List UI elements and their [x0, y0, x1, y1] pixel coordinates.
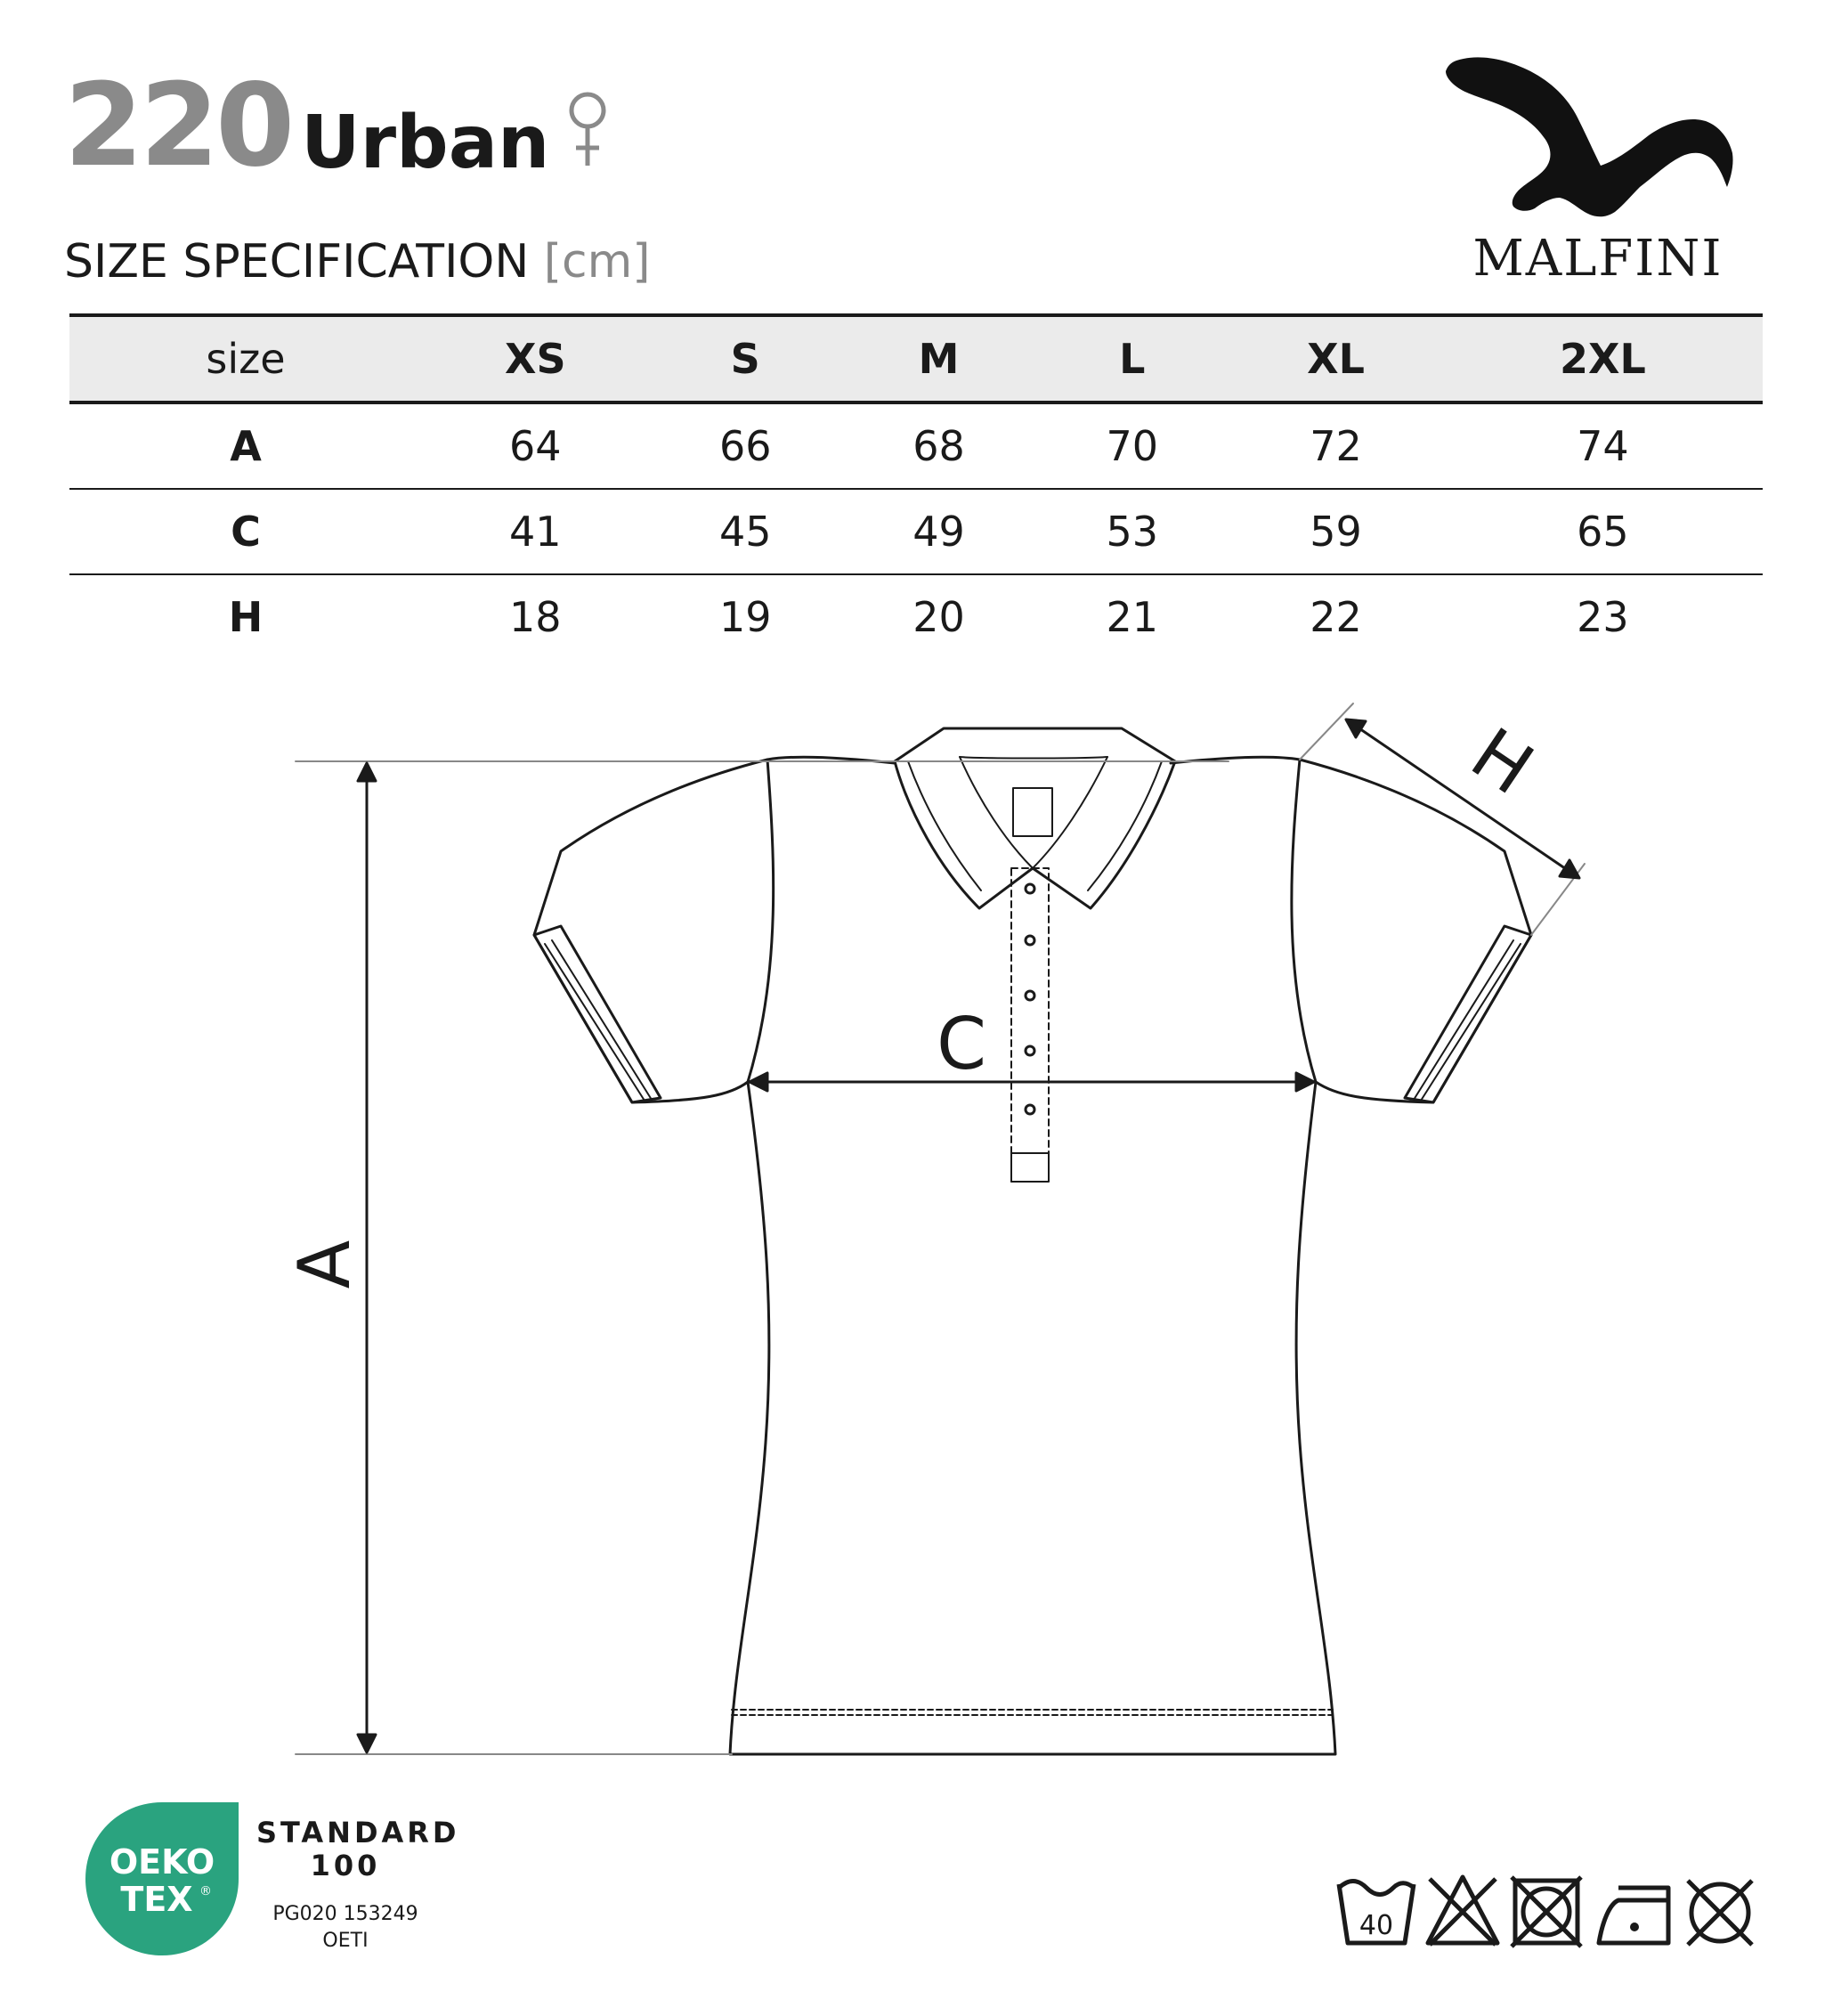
size-header-label: size — [206, 335, 286, 383]
standard-label: STANDARD — [256, 1816, 460, 1849]
brand-name: MALFINI — [1472, 230, 1724, 288]
care-symbols — [1335, 1868, 1754, 1957]
table-cell: 53 — [1106, 508, 1158, 556]
table-cell: 74 — [1577, 422, 1629, 470]
product-number: 220 — [64, 60, 292, 192]
table-cell: 18 — [509, 593, 562, 641]
table-cell: 22 — [1310, 593, 1362, 641]
size-header-cell: S — [730, 335, 760, 383]
no-bleach-icon — [1424, 1868, 1501, 1957]
spec-title — [64, 235, 651, 289]
table-cell: 41 — [509, 508, 562, 556]
table-row — [69, 489, 1763, 574]
oeko-code — [256, 1901, 434, 1955]
size-header-cell: XL — [1307, 335, 1365, 383]
size-header-cell: 2XL — [1559, 335, 1646, 383]
female-symbol-icon — [565, 89, 610, 169]
table-cell: 66 — [718, 422, 772, 470]
polo-shirt-diagram — [0, 677, 1833, 1772]
certificate-code: PG020 153249 — [272, 1903, 418, 1925]
iron-low-icon — [1594, 1868, 1679, 1957]
size-header-row — [69, 315, 1763, 402]
table-cell: 19 — [718, 593, 772, 641]
product-name: Urban — [301, 101, 550, 185]
no-dry-clean-icon — [1683, 1868, 1757, 1957]
row-label: A — [230, 422, 262, 470]
oeko-line2: TEX — [120, 1880, 193, 1919]
table-cell: 70 — [1106, 422, 1158, 470]
certificate-institute: OETI — [322, 1930, 369, 1952]
polo-shirt-icon — [534, 728, 1531, 1754]
no-tumble-dry-icon — [1508, 1868, 1585, 1957]
size-header-cell: L — [1119, 335, 1146, 383]
oeko-tex-badge — [85, 1802, 239, 1955]
label-c: C — [937, 1003, 986, 1085]
registered-mark: ® — [199, 1884, 212, 1898]
spec-unit: [cm] — [543, 235, 651, 289]
table-cell: 21 — [1106, 593, 1158, 641]
table-cell: 49 — [912, 508, 965, 556]
label-a: A — [283, 1240, 366, 1289]
table-row — [69, 574, 1763, 659]
table-cell: 45 — [718, 508, 772, 556]
oeko-line1: OEKO — [109, 1842, 215, 1882]
oeko-standard — [256, 1816, 460, 1882]
table-cell: 20 — [912, 593, 965, 641]
table-cell: 64 — [509, 422, 562, 470]
row-label: H — [228, 593, 264, 641]
size-header-cell: M — [918, 335, 960, 383]
table-cell: 72 — [1310, 422, 1362, 470]
spec-title-text: SIZE SPECIFICATION — [64, 235, 530, 289]
wash-40-icon — [1335, 1868, 1417, 1957]
table-cell: 65 — [1577, 508, 1629, 556]
table-row — [69, 402, 1763, 489]
row-label: C — [231, 508, 261, 556]
table-cell: 23 — [1577, 593, 1629, 641]
table-cell: 59 — [1310, 508, 1362, 556]
size-table — [69, 313, 1763, 659]
size-header-cell: XS — [504, 335, 566, 383]
label-h: H — [1456, 711, 1548, 811]
standard-number: 100 — [310, 1849, 381, 1882]
table-cell: 68 — [912, 422, 965, 470]
wash-temperature: 40 — [1359, 1910, 1394, 1941]
